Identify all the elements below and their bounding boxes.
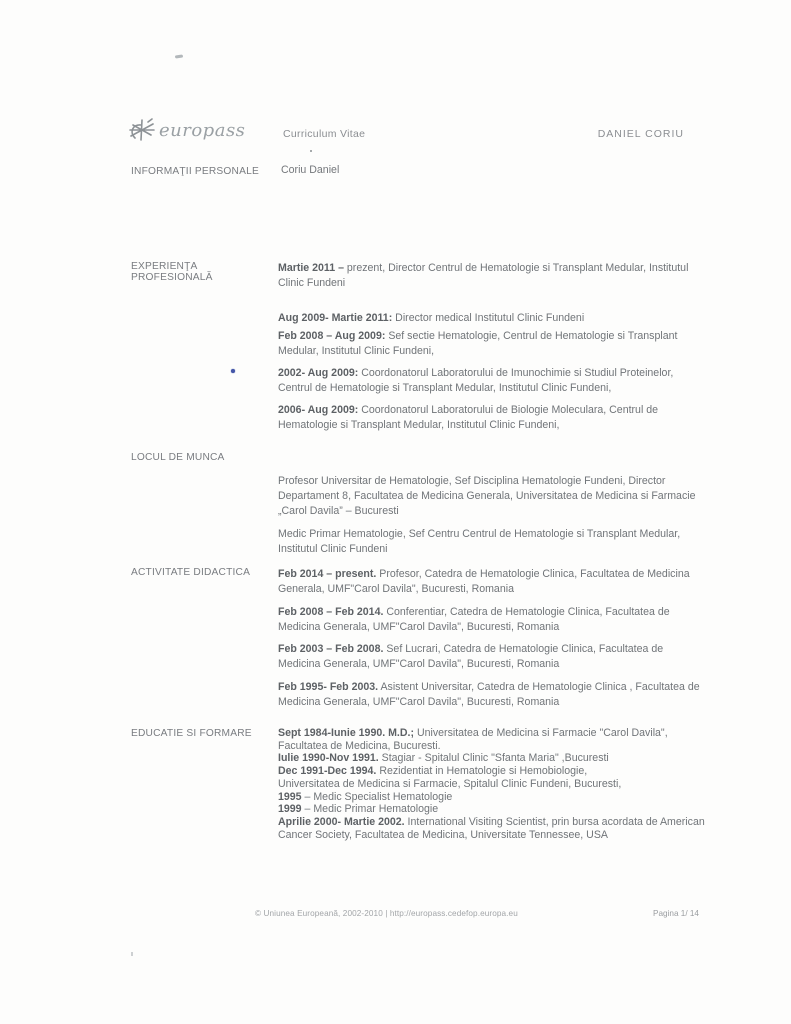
entry-text: prezent, Director Centrul de Hematologie si Transplant Medular, Institutul Clinic Fundeni bbox=[278, 262, 689, 290]
education-line bbox=[278, 778, 708, 791]
experience-entry bbox=[278, 366, 700, 396]
entry-date: Feb 2014 – present. bbox=[278, 568, 377, 580]
entry-text: Director medical Institutul Clinic Fundeni bbox=[392, 312, 585, 324]
footer-page-number: Pagina 1/ 14 bbox=[653, 909, 699, 918]
entry-date: 2002- Aug 2009: bbox=[278, 367, 359, 379]
entry-date: Feb 2008 – Aug 2009: bbox=[278, 330, 386, 342]
entry-text: Profesor, Catedra de Hematologie Clinica, Facultatea de Medicina Generala, UMF"Carol Davila", Bucuresti, Romania bbox=[278, 568, 690, 596]
entry-text: Stagiar - Spitalul Clinic "Sfanta Maria" ,Bucuresti bbox=[378, 752, 609, 765]
entry-date: Dec 1991-Dec 1994. bbox=[278, 765, 377, 778]
education-line bbox=[278, 829, 708, 842]
ink-dot-artifact bbox=[231, 369, 235, 373]
entry-text: Facultatea de Medicina, Bucuresti. bbox=[278, 739, 441, 752]
entry-date: 1999 bbox=[278, 803, 302, 816]
entry-text: Coordonatorul Laboratorului de Biologie Moleculara, Centrul de Hematologie si Transplant Medular, Institutul Clinic Fundeni, bbox=[278, 404, 659, 432]
section-heading-locul-de-munca: LOCUL DE MUNCA bbox=[131, 452, 225, 463]
entry-text: Universitatea de Medicina si Farmacie "Carol Davila", bbox=[414, 727, 668, 739]
education-line bbox=[278, 740, 708, 753]
scan-artifact bbox=[131, 952, 133, 956]
experience-entry bbox=[278, 329, 700, 359]
entry-date: Feb 2008 – Feb 2014. bbox=[278, 606, 384, 618]
education-line bbox=[278, 791, 708, 804]
entry-text: Cancer Society, Facultatea de Medicina, Universitate Tennessee, USA bbox=[278, 828, 608, 841]
entry-text: International Visiting Scientist, prin bursa acordata de American bbox=[404, 815, 705, 828]
entry-text: Sef Lucrari, Catedra de Hematologie Clinica, Facultatea de Medicina Generala, UMF"Carol Davila", Bucuresti, Romania bbox=[278, 643, 664, 671]
entry-date: Sept 1984-Iunie 1990. M.D.; bbox=[278, 727, 415, 739]
experience-entry bbox=[278, 403, 700, 433]
entry-date: Feb 1995- Feb 2003. bbox=[278, 681, 379, 693]
cv-owner-name: DANIEL CORIU bbox=[597, 128, 684, 140]
entry-text: Coordonatorul Laboratorului de Imunochimie si Studiul Proteinelor, Centrul de Hematologie si Transplant Medular, Institutul Clinic Fundeni, bbox=[278, 367, 674, 395]
education-line bbox=[278, 752, 708, 765]
entry-date: Aprilie 2000- Martie 2002. bbox=[278, 815, 405, 828]
section-heading-activitate-didactica: ACTIVITATE DIDACTICA bbox=[131, 567, 251, 578]
education-line bbox=[278, 727, 708, 740]
entry-date: Feb 2003 – Feb 2008. bbox=[278, 643, 384, 655]
scan-artifact bbox=[310, 150, 312, 152]
entry-text: Universitatea de Medicina si Farmacie, Spitalul Clinic Fundeni, Bucuresti, bbox=[278, 777, 622, 790]
entry-date: 1995 bbox=[278, 790, 302, 803]
footer-copyright: © Uniunea Europeană, 2002-2010 | http://europass.cedefop.europa.eu bbox=[255, 909, 518, 918]
experience-entry bbox=[278, 261, 700, 291]
entry-text: Asistent Universitar, Catedra de Hematologie Clinica , Facultatea de Medicina Generala, UMF"Carol Davila", Bucuresti, Romania bbox=[278, 681, 700, 709]
education-line bbox=[278, 803, 708, 816]
section-heading-experienta-profesionala: EXPERIENŢA PROFESIONALĂ bbox=[131, 261, 213, 283]
entry-date: Aug 2009- Martie 2011: bbox=[278, 312, 393, 324]
scan-artifact bbox=[175, 54, 183, 58]
entry-text: Sef sectie Hematologie, Centrul de Hematologie si Transplant Medular, Institutul Clinic Fundeni, bbox=[278, 330, 678, 358]
entry-text: Rezidentiat in Hematologie si Hemobiologie, bbox=[376, 765, 588, 778]
europass-logo bbox=[127, 116, 245, 144]
teaching-entry bbox=[278, 605, 700, 635]
workplace-entry: Profesor Universitar de Hematologie, Sef Disciplina Hematologie Fundeni, Director Departament 8, Facultatea de Medicina Generala, Universitatea de Medicina si Farmacie „Carol Davila” – Bucuresti bbox=[278, 475, 696, 518]
education-line bbox=[278, 816, 708, 829]
entry-text: Conferentiar, Catedra de Hematologie Clinica, Facultatea de Medicina Generala, UMF"Carol Davila", Bucuresti, Romania bbox=[278, 606, 670, 634]
teaching-entry bbox=[278, 567, 700, 597]
personal-name-value: Coriu Daniel bbox=[281, 164, 340, 176]
entry-date: Martie 2011 – bbox=[278, 262, 344, 274]
europass-logo-text: europass bbox=[159, 119, 246, 141]
teaching-entry bbox=[278, 642, 700, 672]
section-heading-educatie-si-formare: EDUCATIE SI FORMARE bbox=[131, 728, 252, 739]
experience-entry bbox=[278, 311, 700, 326]
education-line bbox=[278, 765, 708, 778]
entry-date: 2006- Aug 2009: bbox=[278, 404, 359, 416]
teaching-entry bbox=[278, 680, 700, 710]
europass-logo-icon bbox=[127, 116, 157, 144]
workplace-entry: Medic Primar Hematologie, Sef Centru Centrul de Hematologie si Transplant Medular, Institutul Clinic Fundeni bbox=[278, 528, 681, 556]
entry-text: – Medic Specialist Hematologie bbox=[301, 790, 453, 803]
section-heading-informatii-personale: INFORMAŢII PERSONALE bbox=[131, 166, 259, 177]
entry-date: Iulie 1990-Nov 1991. bbox=[278, 752, 379, 765]
document-title: Curriculum Vitae bbox=[283, 128, 366, 140]
entry-text: – Medic Primar Hematologie bbox=[301, 803, 439, 816]
education-block bbox=[278, 727, 708, 841]
